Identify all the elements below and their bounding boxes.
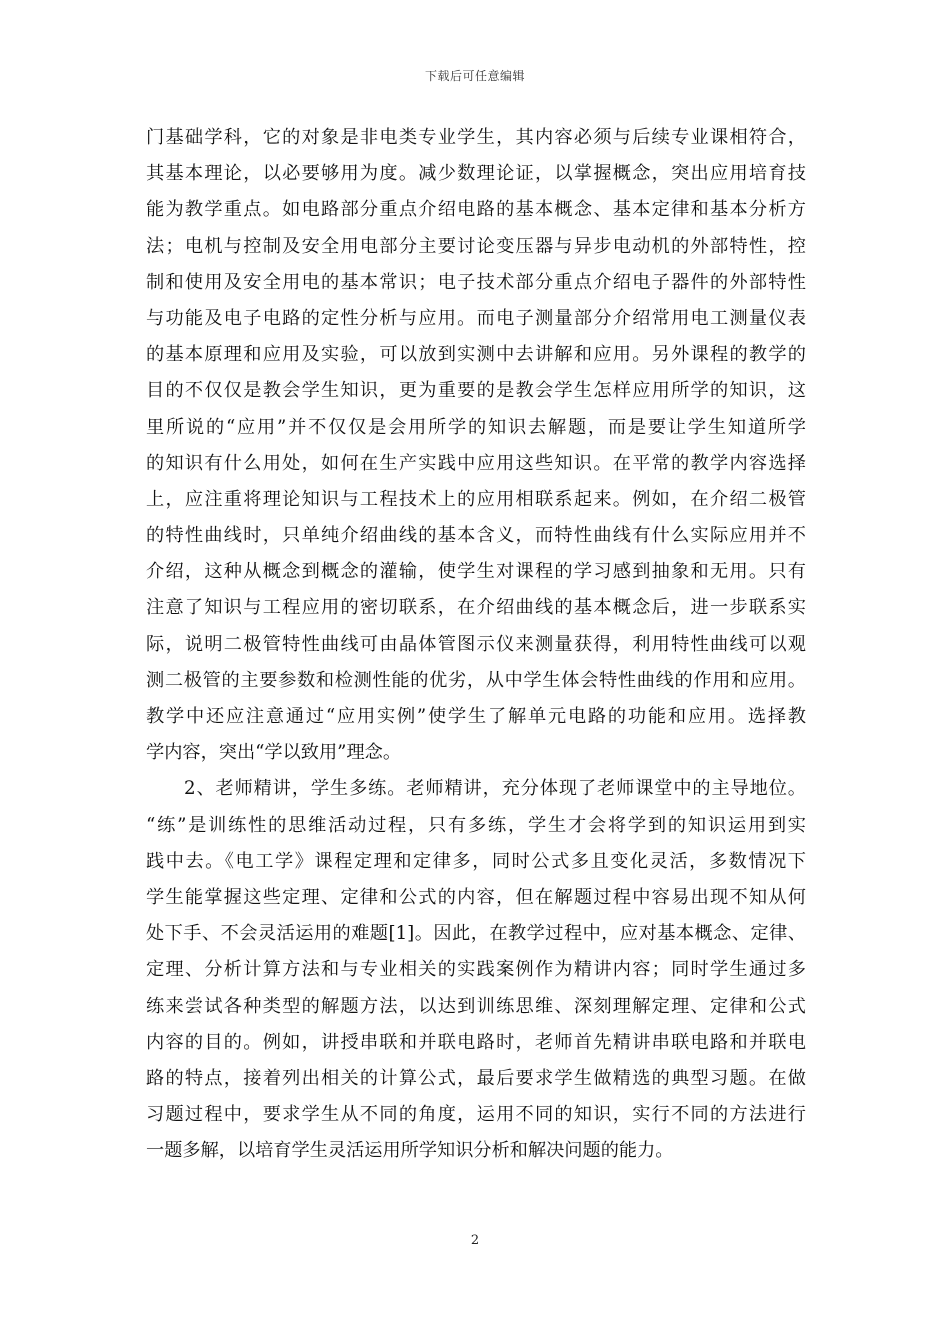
text-line: “练”是训练性的思维活动过程，只有多练，学生才会将学到的知识运用到实 <box>146 814 806 836</box>
page-number: 2 <box>470 1233 480 1248</box>
text-line: 制和使用及安全用电的基本常识；电子技术部分重点介绍电子器件的外部特性 <box>146 271 806 293</box>
text-line: 习题过程中，要求学生从不同的角度，运用不同的知识，实行不同的方法进行 <box>146 1104 806 1126</box>
text-line: 一题多解，以培育学生灵活运用所学知识分析和解决问题的能力。 <box>146 1140 674 1162</box>
page-header: 下载后可任意编辑 <box>424 69 525 83</box>
text-line: 的知识有什么用处，如何在生产实践中应用这些知识。在平常的教学内容选择 <box>146 452 806 474</box>
text-line: 定理、分析计算方法和与专业相关的实践案例作为精讲内容；同时学生通过多 <box>146 959 806 981</box>
text-line: 际，说明二极管特性曲线可由晶体管图示仪来测量获得，利用特性曲线可以观 <box>146 633 806 655</box>
text-line: 学生能掌握这些定理、定律和公式的内容，但在解题过程中容易出现不知从何 <box>146 886 806 908</box>
text-line: 能为教学重点。如电路部分重点介绍电路的基本概念、基本定律和基本分析方 <box>146 199 806 221</box>
text-line: 门基础学科，它的对象是非电类专业学生，其内容必须与后续专业课相符合， <box>146 127 806 148</box>
text-line: 练来尝试各种类型的解题方法，以达到训练思维、深刻理解定理、定律和公式 <box>146 995 806 1017</box>
text-line: 学内容，突出“学以致用”理念。 <box>146 742 402 764</box>
text-line: 其基本理论，以必要够用为度。减少数理论证，以掌握概念，突出应用培育技 <box>146 163 806 185</box>
paragraph-2 <box>146 771 806 1169</box>
text-line: 的特性曲线时，只单纯介绍曲线的基本含义，而特性曲线有什么实际应用并不 <box>146 525 806 547</box>
text-line: 处下手、不会灵活运用的难题[1]。因此，在教学过程中，应对基本概念、定律、 <box>146 923 806 945</box>
text-line: 与功能及电子电路的定性分析与应用。而电子测量部分介绍常用电工测量仪表 <box>146 307 806 329</box>
text-line: 内容的目的。例如，讲授串联和并联电路时，老师首先精讲串联电路和并联电 <box>146 1031 806 1053</box>
text-line: 践中去。《电工学》课程定理和定律多，同时公式多且变化灵活，多数情况下 <box>146 850 806 872</box>
text-line: 里所说的“应用”并不仅仅是会用所学的知识去解题，而是要让学生知道所学 <box>146 416 806 438</box>
text-line: 2、老师精讲，学生多练。老师精讲，充分体现了老师课堂中的主导地位。 <box>184 778 806 800</box>
paragraph-1 <box>146 120 806 771</box>
text-line: 注意了知识与工程应用的密切联系，在介绍曲线的基本概念后，进一步联系实 <box>146 597 806 619</box>
text-line: 目的不仅仅是教会学生知识，更为重要的是教会学生怎样应用所学的知识，这 <box>146 380 806 402</box>
document-body <box>146 120 806 1169</box>
text-line: 上，应注重将理论知识与工程技术上的应用相联系起来。例如，在介绍二极管 <box>146 488 806 510</box>
text-line: 介绍，这种从概念到概念的灌输，使学生对课程的学习感到抽象和无用。只有 <box>146 561 806 583</box>
text-line: 教学中还应注意通过“应用实例”使学生了解单元电路的功能和应用。选择教 <box>146 706 806 727</box>
text-line: 法；电机与控制及安全用电部分主要讨论变压器与异步电动机的外部特性，控 <box>146 235 806 257</box>
text-line: 路的特点，接着列出相关的计算公式，最后要求学生做精选的典型习题。在做 <box>146 1067 806 1089</box>
text-line: 的基本原理和应用及实验，可以放到实测中去讲解和应用。另外课程的教学的 <box>146 344 806 366</box>
text-line: 测二极管的主要参数和检测性能的优劣，从中学生体会特性曲线的作用和应用。 <box>146 669 806 691</box>
